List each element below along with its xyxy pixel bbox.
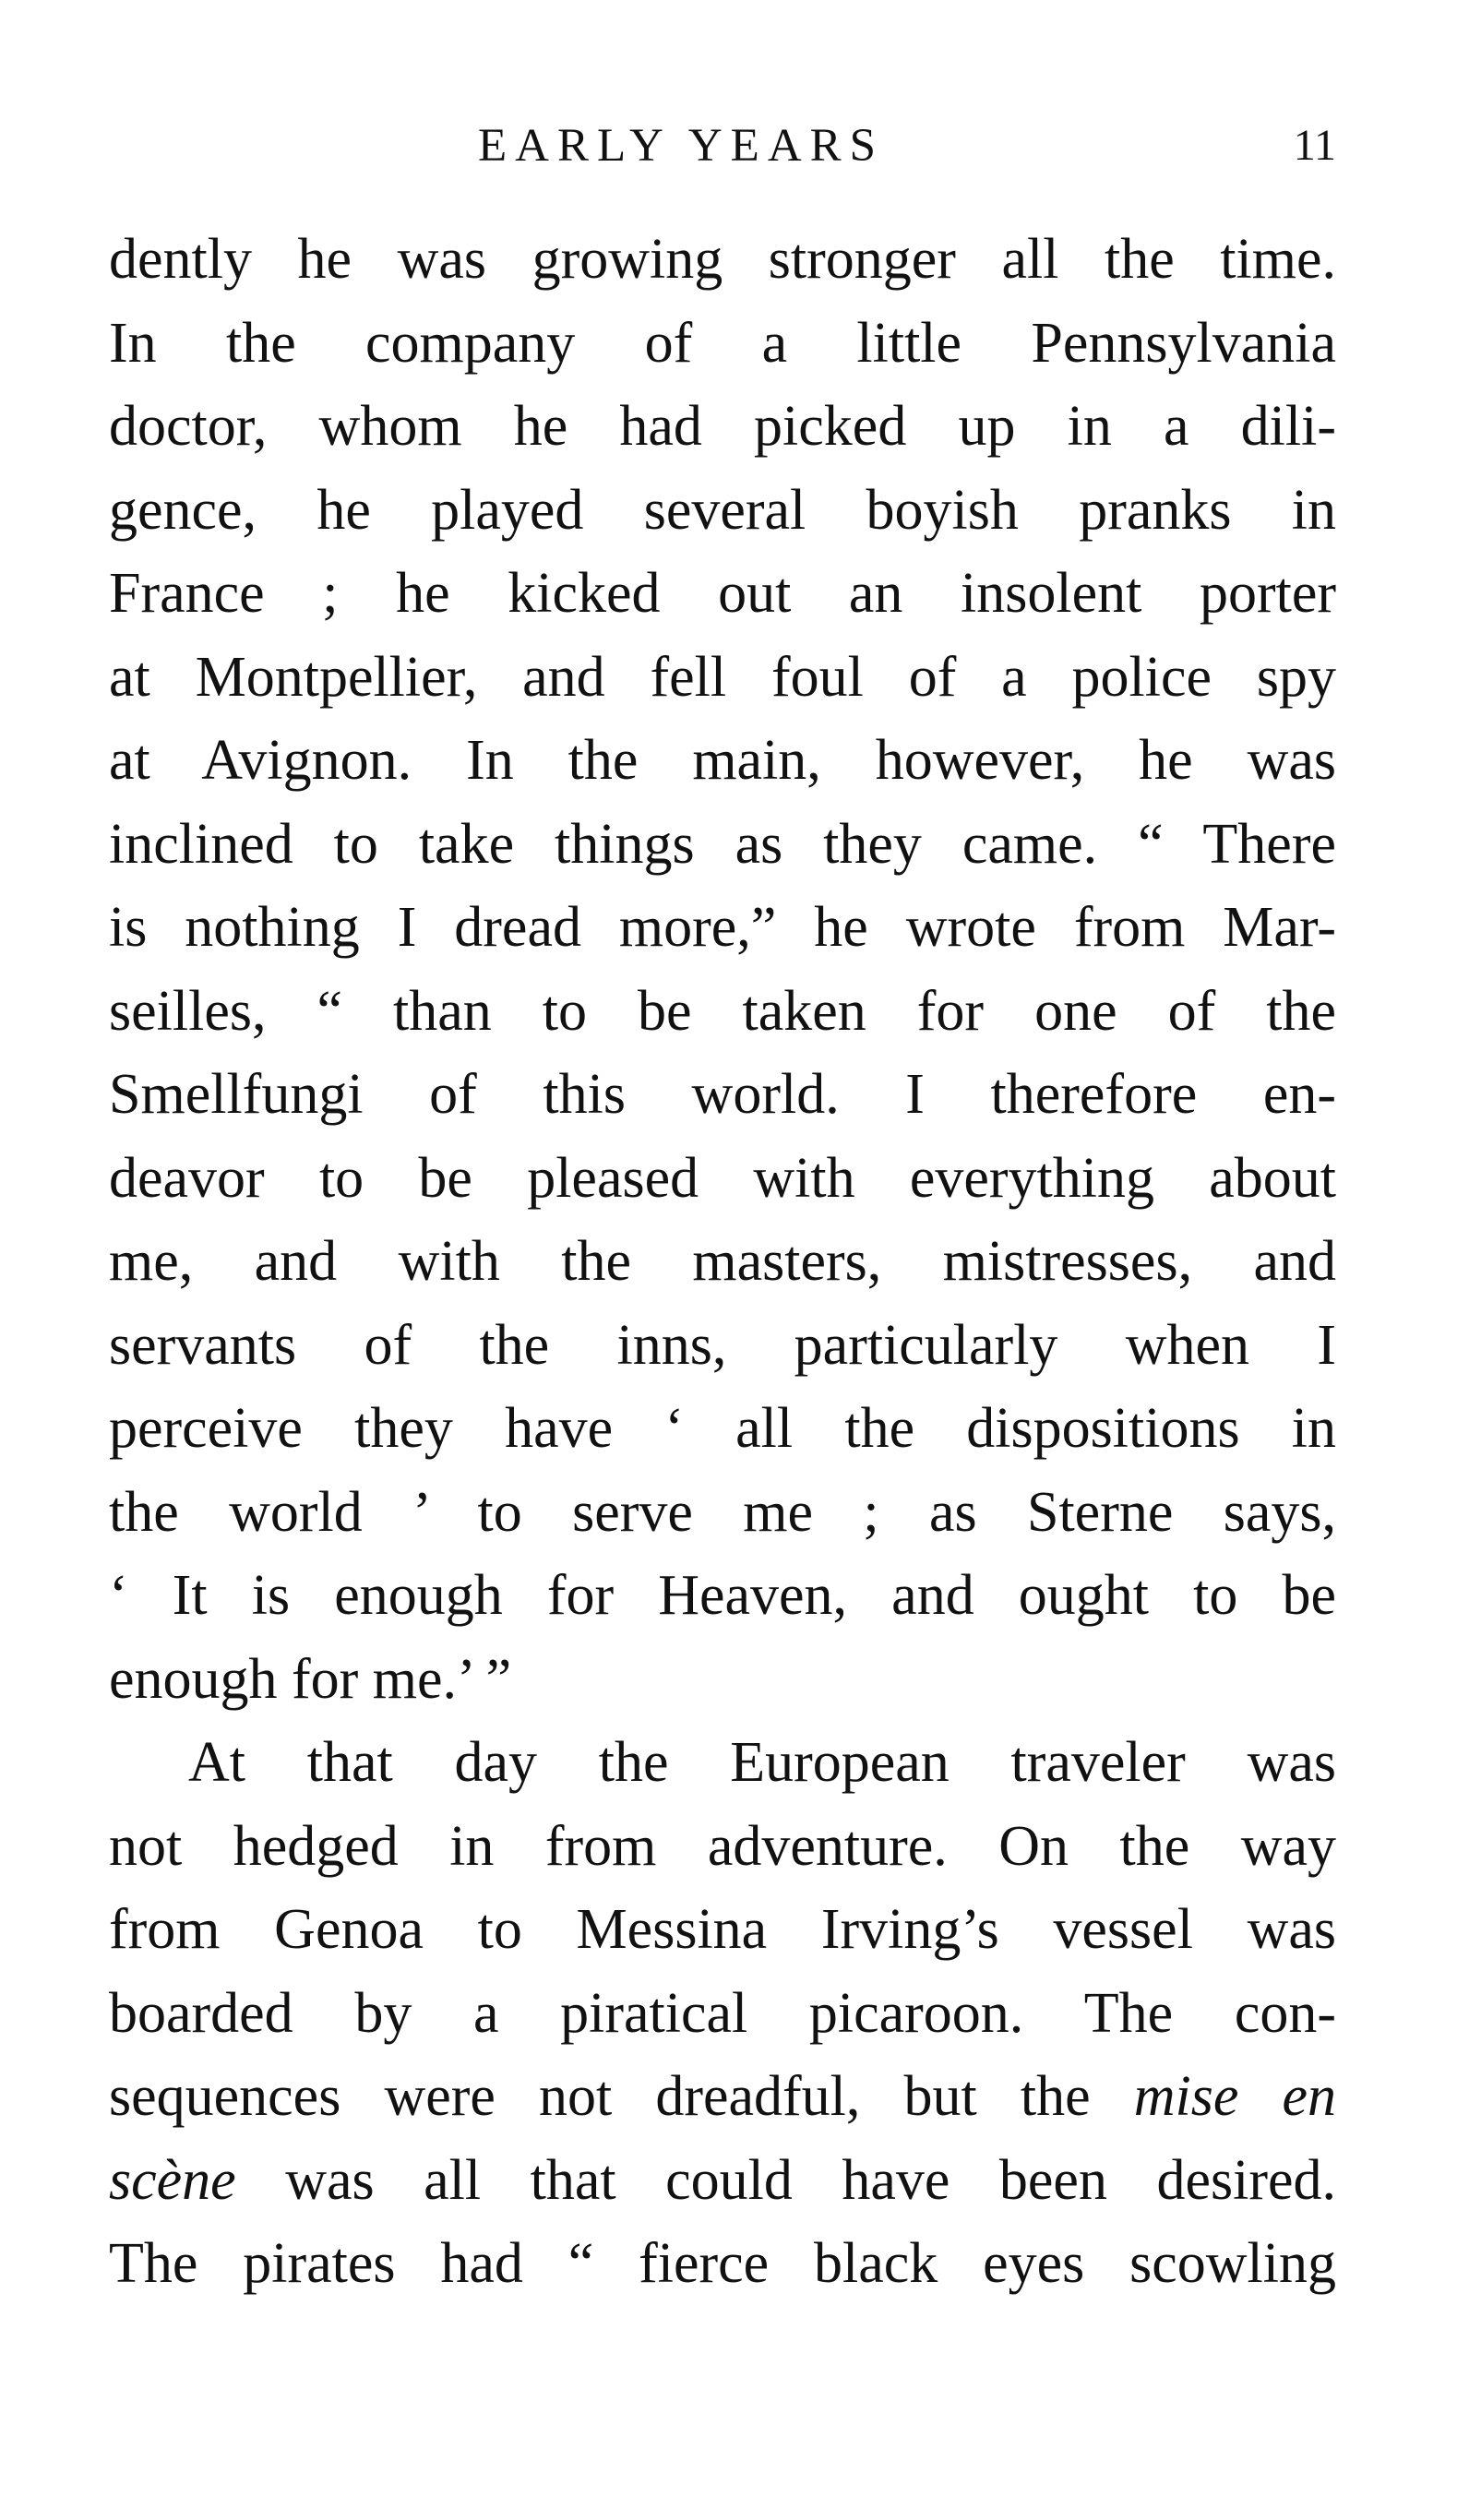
text-line: The pirates had “ fierce black eyes scowling bbox=[109, 2232, 1336, 2295]
text-segment: was all that could have been desired. bbox=[285, 2148, 1336, 2212]
text-line: not hedged in from adventure. On the way bbox=[109, 1814, 1336, 1878]
body-text bbox=[109, 218, 1336, 2306]
text-line: me, and with the masters, mistresses, and bbox=[109, 1230, 1336, 1293]
text-line: is nothing I dread more,” he wrote from Mar- bbox=[109, 896, 1336, 959]
text-line: In the company of a little Pennsylvania bbox=[109, 311, 1336, 375]
text-line: ‘ It is enough for Heaven, and ought to be bbox=[109, 1564, 1336, 1627]
italic-phrase: scène bbox=[109, 2148, 236, 2212]
text-line: boarded by a piratical picaroon. The con- bbox=[109, 1981, 1336, 2045]
text-line: perceive they have ‘ all the dispositions in bbox=[109, 1397, 1336, 1460]
text-line: seilles, “ than to be taken for one of the bbox=[109, 979, 1336, 1043]
text-line: doctor, whom he had picked up in a dili- bbox=[109, 395, 1336, 458]
running-head bbox=[109, 118, 1336, 173]
text-segment: sequences were not dreadful, but the bbox=[109, 2065, 1091, 2128]
text-line-mixed bbox=[109, 2055, 1336, 2139]
text-line: Smellfungi of this world. I therefore en- bbox=[109, 1063, 1336, 1126]
text-line: from Genoa to Messina Irving’s vessel was bbox=[109, 1898, 1336, 1961]
text-line: deavor to be pleased with everything about bbox=[109, 1146, 1336, 1210]
text-line: the world ’ to serve me ; as Sterne says, bbox=[109, 1480, 1336, 1544]
paragraph-first-line: At that day the European traveler was bbox=[188, 1731, 1336, 1794]
text-line-mixed bbox=[109, 2139, 1336, 2223]
running-head-title: EARLY YEARS bbox=[478, 120, 885, 172]
text-line: at Avignon. In the main, however, he was bbox=[109, 729, 1336, 792]
page-number: 11 bbox=[1293, 121, 1336, 170]
italic-phrase: mise en bbox=[1133, 2065, 1336, 2128]
text-line: enough for me.’ ” bbox=[109, 1647, 512, 1711]
text-line: gence, he played several boyish pranks in bbox=[109, 478, 1336, 542]
text-line: France ; he kicked out an insolent porter bbox=[109, 562, 1336, 625]
text-line: dently he was growing stronger all the time. bbox=[109, 228, 1336, 291]
text-line: at Montpellier, and fell foul of a police spy bbox=[109, 645, 1336, 709]
text-line: inclined to take things as they came. “ There bbox=[109, 812, 1336, 876]
text-line: servants of the inns, particularly when I bbox=[109, 1313, 1336, 1377]
